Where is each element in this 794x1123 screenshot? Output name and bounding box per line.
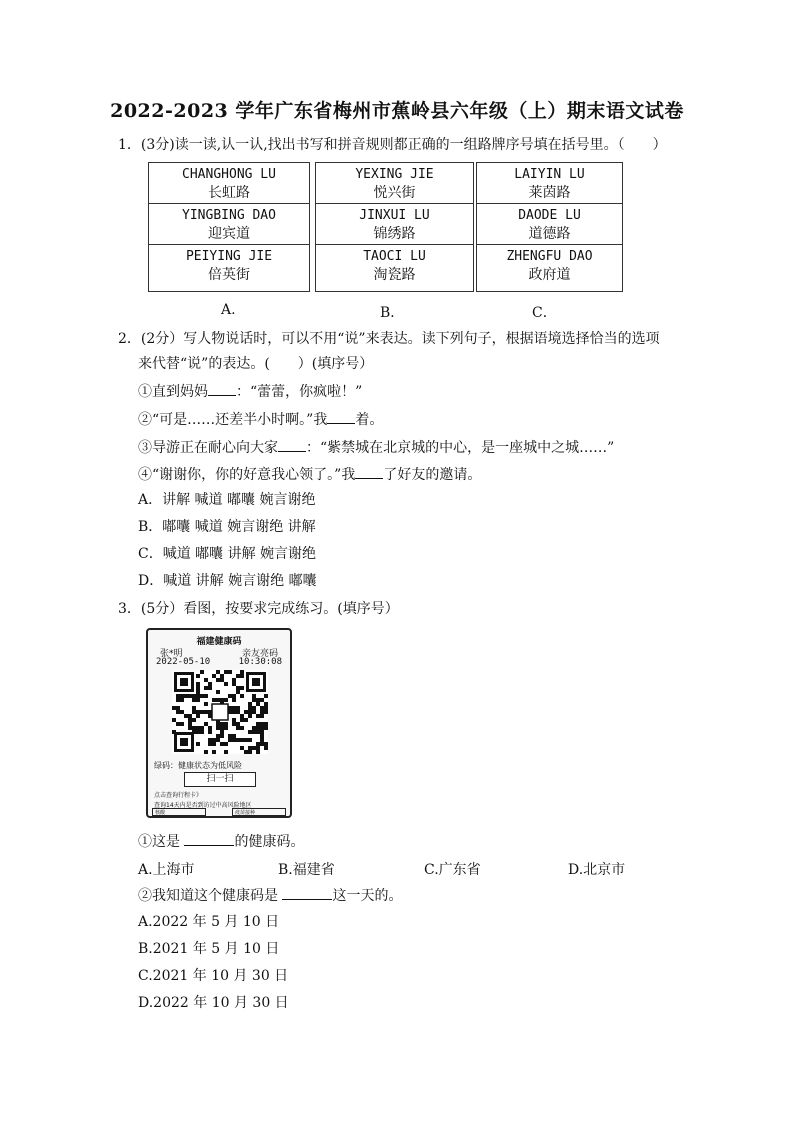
sign-b-row: [316, 204, 473, 245]
q3-p1-option-c: C.广东省: [424, 862, 481, 878]
hanzi: 倍英街: [208, 267, 250, 283]
sign-a-row: [149, 204, 309, 245]
pinyin: YINGBING DAO: [182, 208, 276, 223]
q2-stem-1: 2．(2分）写人物说话时，可以不用“说”来表达。读下列句子，根据语境选择恰当的选项: [118, 331, 660, 347]
answer-blank[interactable]: [208, 381, 236, 396]
q2-option-a: A．讲解 喊道 嘟囔 婉言谢绝: [138, 492, 316, 508]
answer-blank[interactable]: [355, 464, 383, 479]
hanzi: 悦兴街: [373, 185, 416, 201]
answer-blank[interactable]: [184, 831, 234, 846]
q3-p1-option-b: B.福建省: [278, 862, 335, 878]
pinyin: CHANGHONG LU: [182, 167, 276, 182]
sign-label-c: C．: [532, 305, 557, 321]
scan-button[interactable]: 扫一扫: [184, 772, 256, 787]
sign-a-row: [149, 163, 309, 204]
hanzi: 莱茵路: [528, 185, 571, 201]
card-name: 张*明: [160, 649, 183, 659]
pinyin: ZHENGFU DAO: [506, 249, 593, 264]
q3-p2-option-b: B.2021 年 5 月 10 日: [138, 941, 280, 957]
hanzi: 政府道: [528, 267, 571, 283]
q3-p1-option-a: A.上海市: [138, 862, 195, 878]
health-code-card: [146, 628, 292, 818]
sign-label-a: A.: [221, 302, 236, 318]
hanzi: 迎宾道: [208, 226, 250, 242]
q2-option-b: B．嘟囔 喊道 婉言谢绝 讲解: [138, 519, 316, 535]
nucleic-test-button[interactable]: 核酸: [152, 808, 206, 816]
pinyin: LAIYIN LU: [514, 167, 585, 182]
trip-link[interactable]: 点击查询行程卡》: [154, 792, 203, 799]
card-kin: 亲友亮码: [241, 649, 278, 659]
road-signs: [148, 162, 623, 292]
vaccine-button[interactable]: 疫苗接种: [232, 808, 286, 816]
hanzi: 道德路: [528, 226, 571, 242]
card-time: 10:30:08: [238, 657, 282, 667]
answer-blank[interactable]: [282, 885, 332, 900]
q3-p2-option-c: C.2021 年 10 月 30 日: [138, 968, 289, 984]
q3-p1-option-d: D.北京市: [568, 862, 626, 878]
sign-c-row: [477, 163, 622, 204]
pinyin: DAODE LU: [518, 208, 581, 223]
sign-a-row: [149, 245, 309, 286]
q2-option-d: D．喊道 讲解 婉言谢绝 嘟囔: [138, 573, 317, 589]
q1-stem: 1．(3分)读一读,认一认,找出书写和拼音规则都正确的一组路牌序号填在括号里。（ ）: [118, 137, 667, 153]
q3-part-1: ①这是 的健康码。: [138, 831, 304, 852]
answer-blank[interactable]: [327, 409, 355, 424]
pinyin: PEIYING JIE: [185, 249, 273, 264]
pinyin: TAOCI LU: [363, 249, 426, 264]
sign-c-row: [477, 204, 622, 245]
answer-blank[interactable]: [278, 437, 306, 452]
hanzi: 锦绣路: [373, 226, 416, 242]
sign-a: [148, 162, 310, 292]
q3-part-2: ②我知道这个健康码是 这一天的。: [138, 885, 402, 906]
q2-sentence-4: ④“谢谢你，你的好意我心领了。”我 了好友的邀请。: [138, 464, 481, 485]
sign-b-row: [316, 245, 473, 286]
sign-b-row: [316, 163, 473, 204]
qr-code-icon: [172, 670, 268, 754]
q3-p2-option-a: A.2022 年 5 月 10 日: [138, 914, 280, 930]
q2-sentence-2: ②“可是……还差半小时啊。”我 着。: [138, 409, 383, 430]
card-date: 2022-05-10: [156, 657, 211, 667]
sign-c: [476, 162, 623, 292]
sign-b: [315, 162, 474, 292]
q3-stem: 3．(5分）看图，按要求完成练习。(填序号）: [118, 601, 399, 617]
sign-c-row: [477, 245, 622, 286]
page-title: 2022-2023 学年广东省梅州市蕉岭县六年级（上）期末语文试卷: [110, 100, 684, 122]
pinyin: JINXUI LU: [359, 208, 430, 223]
q2-sentence-1: ①直到妈妈 ：“蕾蕾，你疯啦！”: [138, 381, 362, 402]
card-title: 福建健康码: [196, 637, 242, 647]
sign-label-b: B．: [380, 305, 405, 321]
q2-sentence-3: ③导游正在耐心向大家 ：“紫禁城在北京城的中心，是一座城中之城……”: [138, 437, 614, 458]
hanzi: 长虹路: [208, 185, 250, 201]
q2-stem-2: 来代替“说”的表达。( ）(填序号）: [138, 356, 374, 372]
q3-p2-option-d: D.2022 年 10 月 30 日: [138, 995, 289, 1011]
risk-query: 查询14天内是否到访过中高风险地区: [154, 802, 252, 809]
pinyin: YEXING JIE: [355, 167, 434, 182]
card-status: 绿码：健康状态为低风险: [154, 761, 242, 770]
hanzi: 淘瓷路: [373, 267, 416, 283]
q2-option-c: C．喊道 嘟囔 讲解 婉言谢绝: [138, 546, 317, 562]
